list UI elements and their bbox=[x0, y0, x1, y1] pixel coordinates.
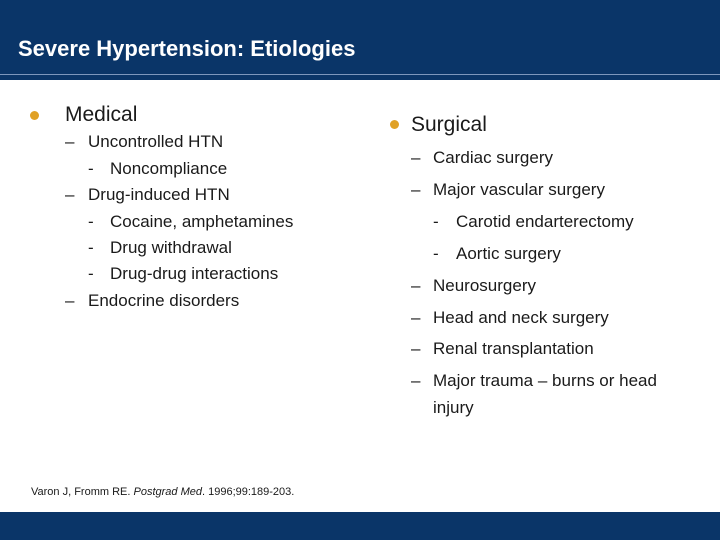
surgical-subitem: Aortic surgery bbox=[456, 244, 561, 263]
medical-item: Endocrine disorders bbox=[88, 291, 240, 310]
surgical-heading: Surgical bbox=[411, 113, 487, 136]
dash-marker: – bbox=[65, 132, 75, 151]
surgical-item: Cardiac surgery bbox=[433, 148, 553, 167]
hyphen-marker: - bbox=[88, 238, 94, 257]
surgical-item-continuation: injury bbox=[433, 398, 474, 417]
bullet-icon bbox=[30, 111, 39, 120]
dash-marker: – bbox=[411, 148, 421, 167]
hyphen-marker: - bbox=[88, 212, 94, 231]
medical-item: Uncontrolled HTN bbox=[88, 132, 224, 151]
bullet-icon bbox=[390, 120, 399, 129]
medical-subitem: Drug-drug interactions bbox=[110, 264, 279, 283]
dash-marker: – bbox=[411, 276, 421, 295]
dash-marker: – bbox=[65, 291, 75, 310]
header-divider bbox=[0, 74, 720, 75]
hyphen-marker: - bbox=[433, 212, 439, 231]
medical-subitem: Noncompliance bbox=[110, 159, 228, 178]
dash-marker: – bbox=[411, 339, 421, 358]
surgical-item: Major trauma – burns or head bbox=[433, 371, 657, 390]
surgical-subitem: Carotid endarterectomy bbox=[456, 212, 634, 231]
medical-heading: Medical bbox=[65, 103, 138, 126]
hyphen-marker: - bbox=[433, 244, 439, 263]
hyphen-marker: - bbox=[88, 159, 94, 178]
citation-authors: Varon J, Fromm RE. bbox=[31, 486, 131, 498]
dash-marker: – bbox=[411, 371, 421, 390]
medical-subitem: Drug withdrawal bbox=[110, 238, 232, 257]
surgical-item: Renal transplantation bbox=[433, 339, 594, 358]
slide-title: Severe Hypertension: Etiologies bbox=[18, 36, 356, 61]
citation-details: . 1996;99:189-203. bbox=[201, 486, 295, 498]
dash-marker: – bbox=[411, 180, 421, 199]
citation-journal: Postgrad Med bbox=[133, 486, 202, 498]
medical-item: Drug-induced HTN bbox=[88, 185, 230, 204]
surgical-item: Head and neck surgery bbox=[433, 308, 609, 327]
citation bbox=[31, 485, 294, 499]
dash-marker: – bbox=[411, 308, 421, 327]
medical-subitem: Cocaine, amphetamines bbox=[110, 212, 294, 231]
dash-marker: – bbox=[65, 185, 75, 204]
surgical-item: Neurosurgery bbox=[433, 276, 536, 295]
hyphen-marker: - bbox=[88, 264, 94, 283]
footer-bar bbox=[0, 512, 720, 540]
surgical-item: Major vascular surgery bbox=[433, 180, 605, 199]
